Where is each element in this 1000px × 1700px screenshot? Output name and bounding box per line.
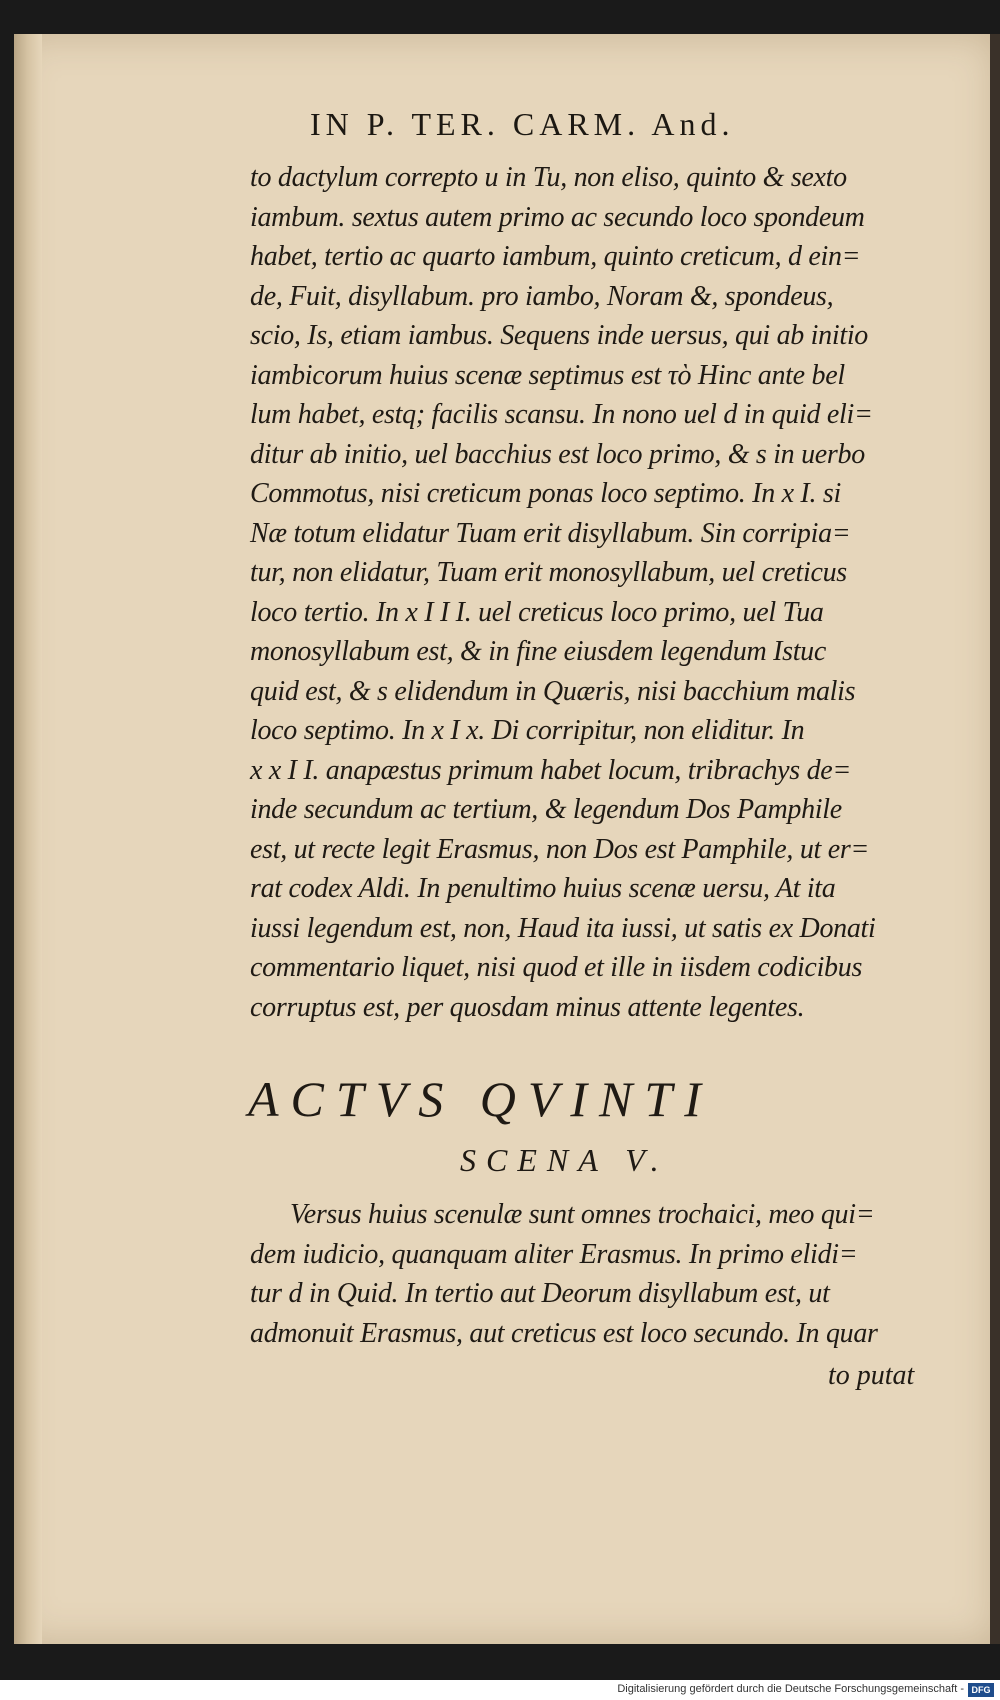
body-line: monosyllabum est, & in fine eiusdem legendum Istuc bbox=[250, 636, 827, 667]
section-line: Versus huius scenulæ sunt omnes trochaici, meo qui= bbox=[290, 1199, 875, 1230]
body-line: est, ut recte legit Erasmus, non Dos est Pamphile, ut er= bbox=[250, 833, 870, 865]
body-line: de, Fuit, disyllabum. pro iambo, Noram &, spondeus, bbox=[250, 280, 834, 312]
page-right-edge bbox=[990, 34, 1000, 1644]
body-line: loco septimo. In x I x. Di corripitur, non eliditur. In bbox=[250, 715, 805, 746]
body-line: quid est, & s elidendum in Quæris, nisi bacchium malis bbox=[250, 675, 856, 707]
body-line: to dactylum correpto u in Tu, non eliso, quinto & sexto bbox=[250, 162, 847, 193]
page-gutter-edge bbox=[14, 34, 42, 1644]
body-line: corruptus est, per quosdam minus attente legentes. bbox=[250, 991, 805, 1023]
running-head: IN P. TER. CARM. And. bbox=[310, 106, 735, 142]
section-line: tur d in Quid. In tertio aut Deorum disyllabum est, ut bbox=[250, 1278, 830, 1309]
body-line: iambum. sextus autem primo ac secundo loco spondeum bbox=[250, 201, 865, 233]
commentary-body bbox=[250, 158, 950, 1027]
dfg-logo[interactable]: DFG bbox=[968, 1683, 994, 1697]
body-line: rat codex Aldi. In penultimo huius scenæ uersu, At ita bbox=[250, 873, 836, 904]
body-line: habet, tertio ac quarto iambum, quinto creticum, d ein= bbox=[250, 241, 861, 272]
body-line: commentario liquet, nisi quod et ille in iisdem codicibus bbox=[250, 952, 863, 983]
body-line: Commotus, nisi creticum ponas loco septimo. In x I. si bbox=[250, 478, 841, 509]
body-line: tur, non elidatur, Tuam erit monosyllabum, uel creticus bbox=[250, 557, 847, 588]
body-line: x x I I. anapæstus primum habet locum, tribrachys de= bbox=[250, 754, 852, 786]
body-line: iussi legendum est, non, Haud ita iussi, ut satis ex Donati bbox=[250, 912, 876, 944]
scene-heading: SCENA V. bbox=[460, 1142, 669, 1178]
body-line: inde secundum ac tertium, & legendum Dos Pamphile bbox=[250, 794, 842, 825]
body-line: scio, Is, etiam iambus. Sequens inde uersus, qui ab initio bbox=[250, 320, 869, 351]
scene-commentary bbox=[250, 1195, 950, 1353]
body-line: ditur ab initio, uel bacchius est loco primo, & s in uerbo bbox=[250, 438, 865, 470]
catchword: to putat bbox=[828, 1360, 915, 1391]
body-line: iambicorum huius scenæ septimus est τὸ Hinc ante bel bbox=[250, 359, 845, 391]
funding-notice: Digitalisierung gefördert durch die Deutsche Forschungsgemeinschaft - bbox=[617, 1683, 964, 1695]
act-heading: ACTVS QVINTI bbox=[248, 1071, 713, 1127]
body-line: Næ totum elidatur Tuam erit disyllabum. Sin corripia= bbox=[250, 517, 851, 549]
body-line: loco tertio. In x I I I. uel creticus loco primo, uel Tua bbox=[250, 596, 824, 628]
body-line: lum habet, estq; facilis scansu. In nono uel d in quid eli= bbox=[250, 399, 873, 430]
section-line: dem iudicio, quanquam aliter Erasmus. In primo elidi= bbox=[250, 1238, 858, 1270]
section-line: admonuit Erasmus, aut creticus est loco secundo. In quar bbox=[250, 1317, 878, 1349]
